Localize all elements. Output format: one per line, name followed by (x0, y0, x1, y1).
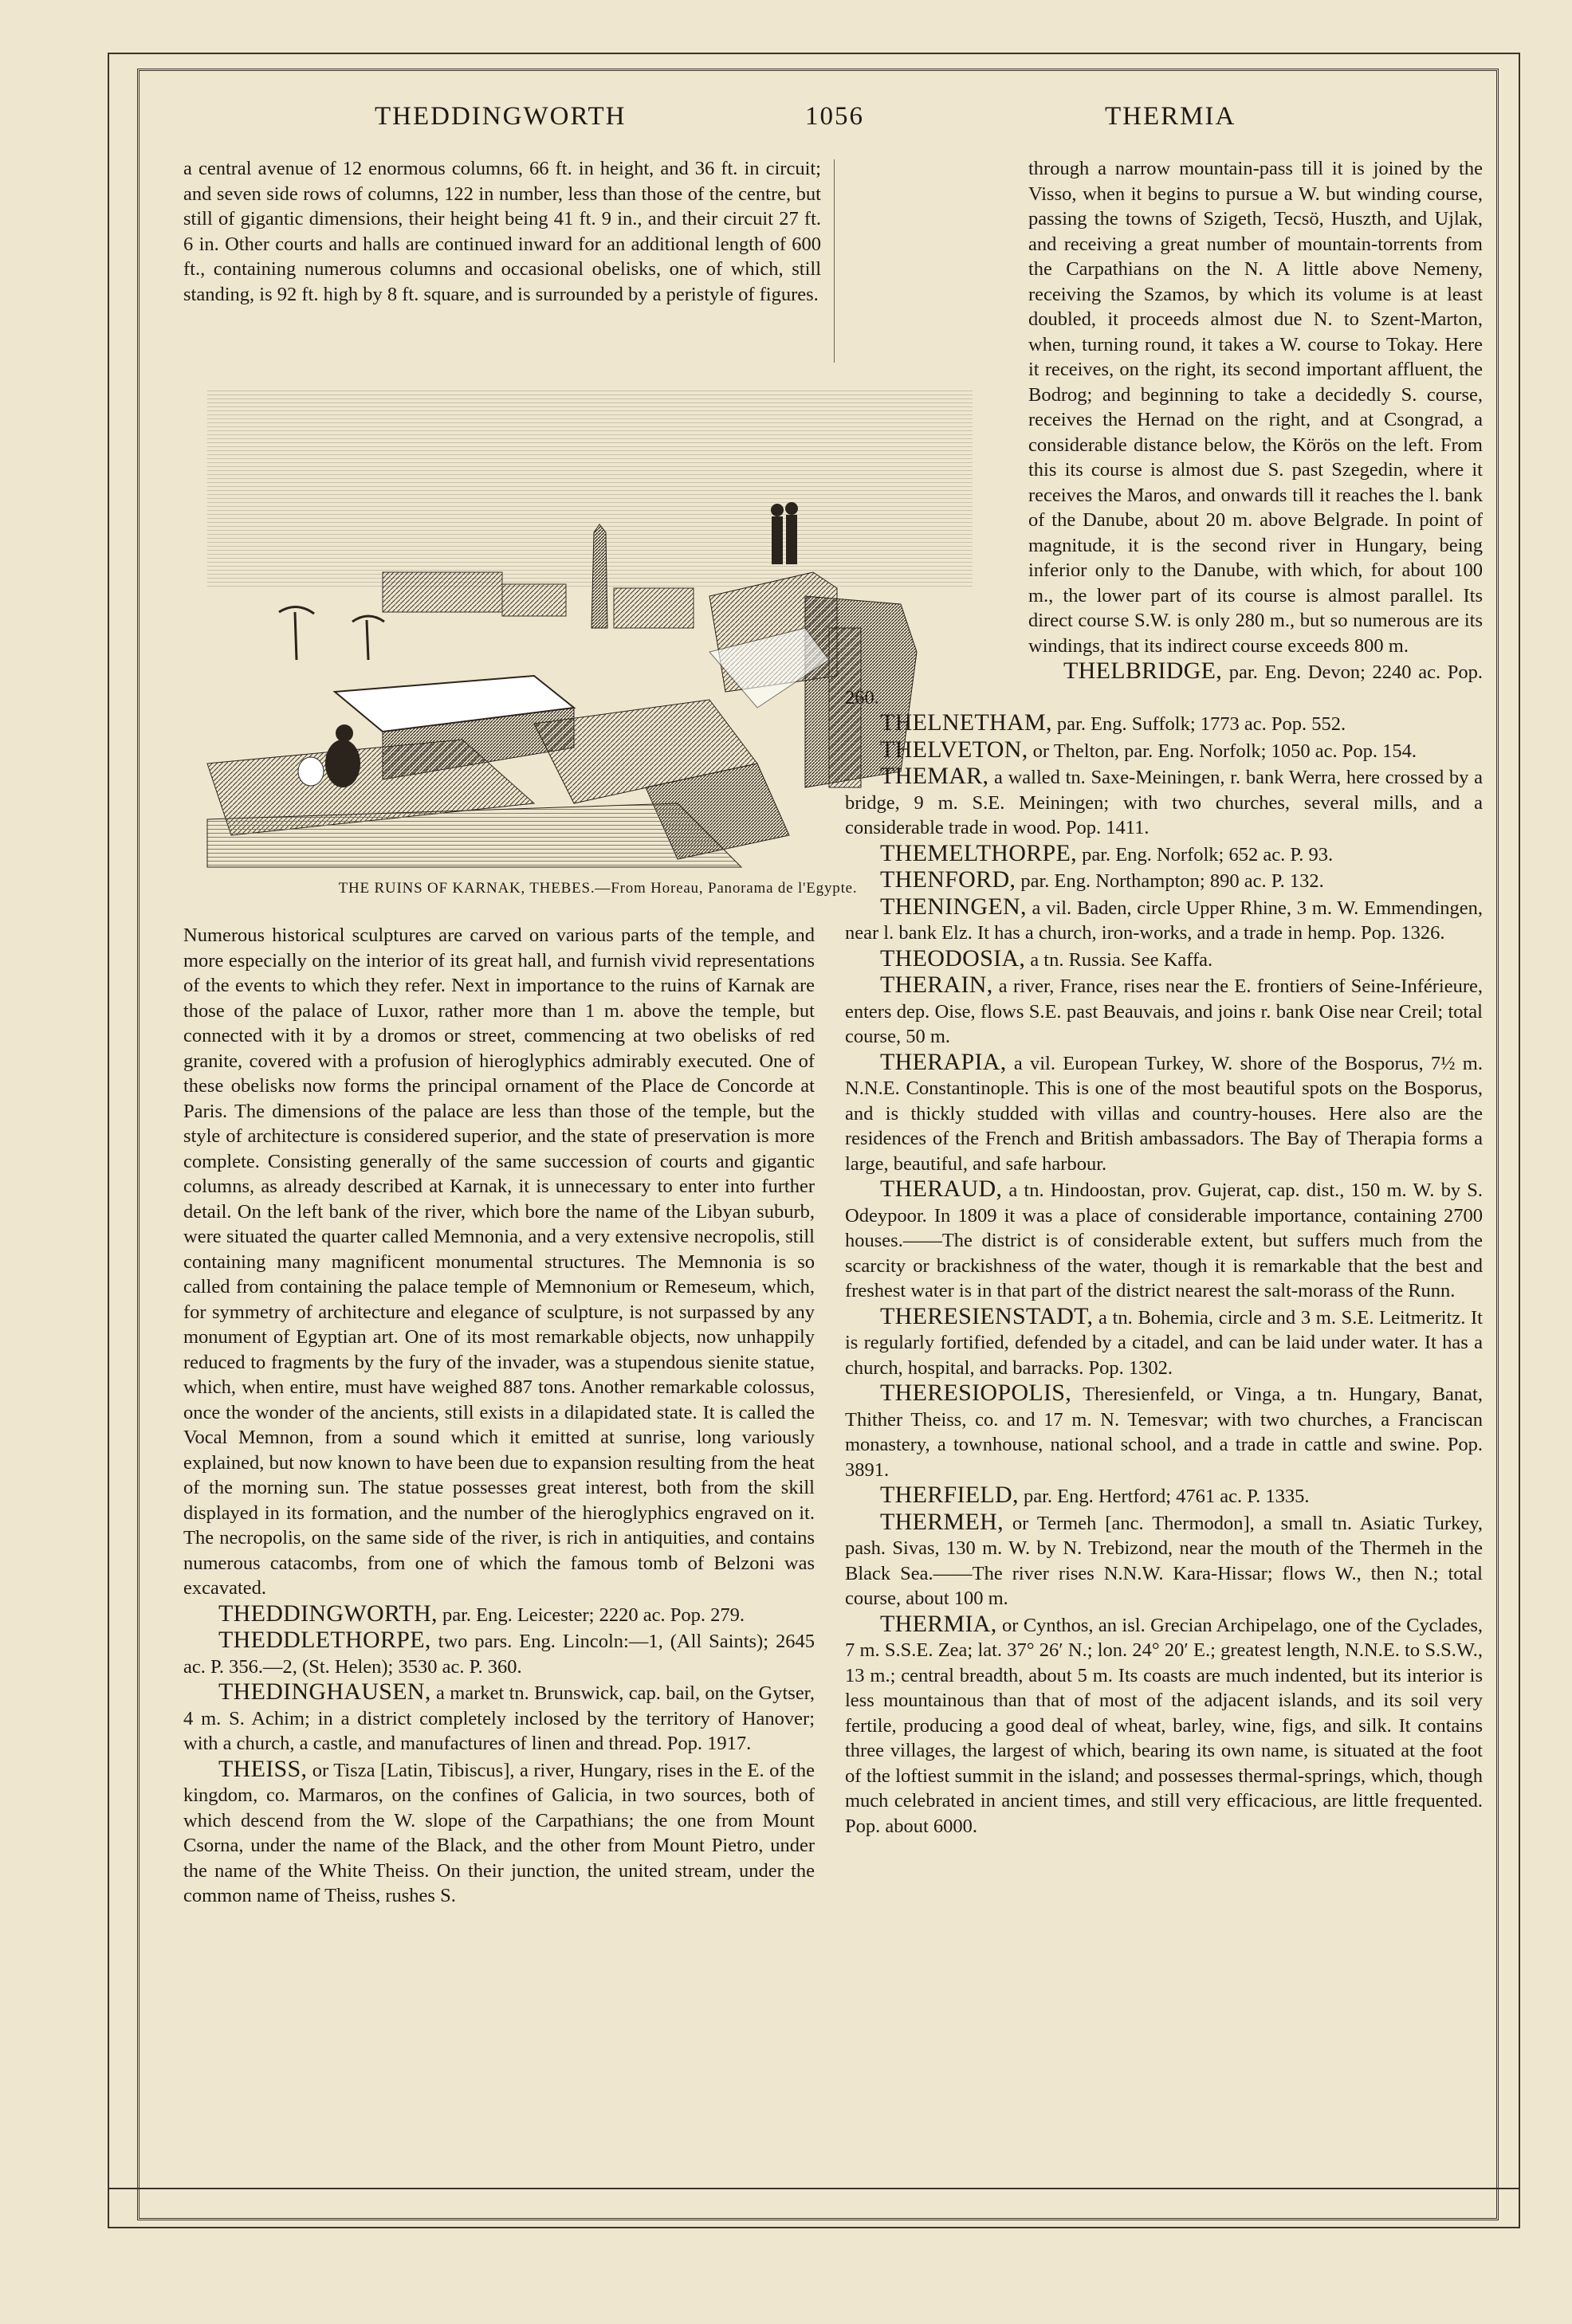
gazetteer-entry (845, 841, 1483, 868)
entry-text: par. Eng. Devon; 2240 ac. Pop. 260. (845, 661, 1483, 709)
entry-headword: THENFORD, (880, 866, 1016, 893)
entry-text: or Termeh [anc. Thermodon], a small tn. Asiatic Turkey, pash. Sivas, 130 m. W. by N. Trebizond, near the mouth of the Thermeh in the Black Sea.——The river rises N.N.W. Kara-Hissar; flows W., then N.; total course, about 100 m. (845, 1512, 1483, 1609)
entry-text: a market tn. Brunswick, cap. bail, on the Gytser, 4 m. S. Achim; in a district completely inclosed by the territory of Hanover; with a church, a castle, and manufactures of linen and thread. Pop. 1917. (183, 1682, 815, 1754)
entry-text: Theresienfeld, or Vinga, a tn. Hungary, Banat, Thither Theiss, co. and 17 m. N. Temesvar; with two churches, a Franciscan monastery, a townhouse, national school, and a trade in cattle and swine. Pop. 3891. (845, 1384, 1483, 1481)
entry-text: a river, France, rises near the E. frontiers of Seine-Inférieure, enters dep. Oise, flows S.E. past Beauvais, and joins r. bank Oise near Creil; total course, 50 m. (845, 976, 1483, 1047)
karnak-continuation-text: a central avenue of 12 enormous columns, 66 ft. in height, and 36 ft. in circuit; and seven side rows of columns, 122 in number, less than those of the centre, but still of gigantic dimensions, their height being 41 ft. 9 in., and their circuit 27 ft. 6 in. Other courts and halls are continued inward for an additional length of 600 ft., containing numerous columns and occasional obelisks, one of which, still standing, is 92 ft. high by 8 ft. square, and is surrounded by a peristyle of figures. (183, 158, 821, 305)
gazetteer-entry (845, 894, 1483, 946)
entry-headword: THEDDLETHORPE, (218, 1627, 431, 1653)
gazetteer-entry (183, 1757, 815, 1909)
entry-headword: THERAPIA, (880, 1048, 1007, 1075)
gazetteer-entry (845, 764, 1483, 841)
left-column-bottom (183, 923, 815, 1909)
entry-text: a tn. Hindoostan, prov. Gujerat, cap. dist., 150 m. W. by S. Odeypoor. In 1809 it was a place of considerable importance, containing 2700 houses.——The district is of considerable extent, but suffers much from the scarcity or brackishness of the water, though it is remarkable that the best and freshest water is in that part of the district nearest the salt-morass of the Runn. (845, 1180, 1483, 1301)
gazetteer-entry (183, 1601, 815, 1628)
entry-headword: THEISS, (218, 1755, 308, 1782)
header-left-title: THEDDINGWORTH (375, 102, 627, 131)
entry-headword: THEODOSIA, (880, 944, 1026, 972)
running-header (151, 102, 1491, 142)
entry-text: a walled tn. Saxe-Meiningen, r. bank Werra, here crossed by a bridge, 9 m. S.E. Meiningen; with two churches, several mills, and a considerable trade in wood. Pop. 1411. (845, 767, 1483, 838)
entry-text: or Cynthos, an isl. Grecian Archipelago, one of the Cyclades, 7 m. S.S.E. Zea; lat. 37° 26′ N.; lon. 24° 20′ E.; greatest length, N.N.E. to S.S.W., 13 m.; central breadth, about 5 m. Its coasts are much indented, but its interior is less mountainous than that of most of the adjacent islands, and its soil very fertile, producing a good deal of wheat, barley, wine, figs, and silk. It contains three villages, the largest of which, bearing its own name, is situated at the foot of the loftiest summit in the island; and possesses thermal-springs, which, though much celebrated in ancient times, and still very efficacious, are little frequented. Pop. about 6000. (845, 1614, 1483, 1837)
gazetteer-entry (845, 737, 1483, 764)
entry-headword: THEMELTHORPE, (880, 839, 1077, 866)
bottom-rule (108, 2188, 1520, 2189)
entry-headword: THELVETON, (880, 736, 1028, 763)
gazetteer-entry (845, 1509, 1483, 1611)
entry-text: par. Eng. Leicester; 2220 ac. Pop. 279. (437, 1604, 745, 1626)
entry-headword: THELBRIDGE, (1063, 658, 1223, 684)
entry-headword: THELNETHAM, (880, 709, 1052, 736)
figure-wrap-spacer (845, 156, 1028, 666)
entry-text: a tn. Russia. See Kaffa. (1025, 948, 1213, 971)
entry-headword: THERESIOPOLIS, (880, 1380, 1072, 1406)
entry-text: par. Eng. Northampton; 890 ac. P. 132. (1016, 870, 1324, 892)
gazetteer-entry (845, 1380, 1483, 1482)
left-column-top (183, 156, 821, 307)
entry-text: par. Eng. Suffolk; 1773 ac. Pop. 552. (1051, 713, 1346, 735)
entry-text: par. Eng. Norfolk; 652 ac. P. 93. (1076, 843, 1334, 866)
entry-headword: THERESIENSTADT, (880, 1302, 1094, 1329)
gazetteer-entry (845, 1611, 1483, 1839)
header-right-title: THERMIA (1105, 102, 1236, 131)
entry-text: two pars. Eng. Lincoln:—1, (All Saints); 2645 ac. P. 356.—2, (St. Helen); 3530 ac. P. 360. (183, 1631, 815, 1678)
theiss-continuation-text: through a narrow mountain-pass till it is joined by the Visso, when it begins to pursue a W. but winding course, passing the towns of Szigeth, Tecsö, Huszth, and Ujlak, and receiving a great number of mountain-torrents from the Carpathians on the N. A little above Nemeny, receiving the Szamos, by which its volume is at least doubled, it proceeds almost due N. to Szent-Marton, when, turning round, it takes a W. course to Tokay. Here it receives, on the right, its second important affluent, the Bodrog; and beginning to take a decidedly S. course, receives the Hernad on the right, and at Csongrad, a considerable distance below, the Körös on the left. From this its course is almost due S. past Szegedin, where it receives the Maros, and onwards till it reaches the l. bank of the Danube, about 20 m. above Belgrade. In point of magnitude, it is the second river in Hungary, being inferior only to the Danube, with which, for about 100 m., the lower part of its course is almost parallel. Its direct course S.W. is only 280 m., but so numerous are its windings, that its indirect course exceeds 800 m. (1028, 158, 1483, 657)
gazetteer-entry (845, 1176, 1483, 1304)
entry-text: par. Eng. Hertford; 4761 ac. P. 1335. (1018, 1486, 1310, 1507)
entry-headword: THERMEH, (880, 1508, 1004, 1535)
gazetteer-entry (183, 1679, 815, 1757)
gazetteer-entry (845, 1050, 1483, 1177)
caption-title: THE RUINS OF KARNAK, THEBES. (338, 880, 595, 897)
entry-headword: THERAIN, (880, 972, 993, 998)
gazetteer-entry (183, 1627, 815, 1679)
gazetteer-entry (845, 1482, 1483, 1509)
entry-text: or Tisza [Latin, Tibiscus], a river, Hungary, rises in the E. of the kingdom, co. Marmaros, on the confines of Galicia, in two sources, both of which descend from the W. slope of the Carpathians; the one from Mount Csorna, under the name of the Black, and the other from Mount Pietro, under the name of the White Theiss. On their junction, the united stream, under the common name of Theiss, rushes S. (183, 1759, 815, 1906)
gazetteer-entry (845, 946, 1483, 973)
entry-headword: THENINGEN, (880, 893, 1027, 920)
thebes-continuation-text: Numerous historical sculptures are carved on various parts of the temple, and more especially on the interior of its great hall, and furnish vivid representations of the events to which they refer. Next in importance to the ruins of Karnak are those of the palace of Luxor, rather more than 1 m. above the temple, but connected with it by a dromos or street, commencing at two obelisks of red granite, covered with a profusion of hieroglyphics admirably executed. One of these obelisks now forms the principal ornament of the Place de Concorde at Paris. The dimensions of the palace are less than those of the temple, but the style of architecture is considered superior, and the state of preservation is more complete. Consisting generally of the same succession of courts and gigantic columns, as already described at Karnak, it is unnecessary to enter into further detail. On the left bank of the river, which bore the name of the Libyan suburb, were situated the quarter called Memnonia, and a very extensive necropolis, still containing many magnificent monumental structures. The Memnonia is so called from containing the palace temple of Memnonium or Remeseum, which, for symmetry of architecture and elegance of sculpture, is not surpassed by any monument of Egyptian art. One of its most remarkable objects, now unhappily reduced to fragments by the fury of the invader, was a stupendous sienite statue, which, when entire, must have weighed 887 tons. Another remarkable colossus, once the wonder of the ancients, still exists in a dilapidated state. It is called the Vocal Memnon, from a sound which it emitted at sunrise, long variously explained, but now known to have been due to expansion resulting from the heat of the morning sun. The statue possesses great interest, both from the skill displayed in its formation, and the number of the hieroglyphics engraved on it. The necropolis, on the same side of the river, is rich in antiquities, and contains numerous catacombs, from one of which the famous tomb of Belzoni was excavated. (183, 924, 815, 1599)
entry-text: a vil. European Turkey, W. shore of the Bosporus, 7½ m. N.N.E. Constantinople. This is one of the most beautiful spots on the Bosporus, and is thickly studded with villas and country-houses. Here also are the residences of the French and British ambassadors. The Bay of Therapia forms a large, beautiful, and safe harbour. (845, 1052, 1483, 1175)
entry-headword: THEDDINGWORTH, (218, 1600, 438, 1627)
entry-headword: THEDINGHAUSEN, (218, 1678, 431, 1705)
entry-headword: THERAUD, (880, 1176, 1003, 1202)
right-column (845, 156, 1483, 1839)
page-number: 1056 (805, 102, 864, 131)
entry-headword: THERMIA, (880, 1610, 997, 1637)
gazetteer-entry (845, 710, 1483, 737)
entry-headword: THERFIELD, (880, 1482, 1019, 1508)
entry-text: a vil. Baden, circle Upper Rhine, 3 m. W. Emmendingen, near l. bank Elz. It has a church, iron-works, and a trade in hemp. Pop. 1326. (845, 897, 1483, 944)
caption-source: —From Horeau, Panorama de l'Egypte. (595, 880, 858, 897)
gazetteer-entry (845, 867, 1483, 894)
entry-text: or Thelton, par. Eng. Norfolk; 1050 ac. Pop. 154. (1028, 740, 1417, 762)
entry-text: a tn. Bohemia, circle and 3 m. S.E. Leitmeritz. It is regularly fortified, defended by a citadel, and can be laid under water. It has a church, hospital, and barracks. Pop. 1302. (845, 1306, 1483, 1379)
gazetteer-entry (845, 1304, 1483, 1381)
column-divider (834, 159, 835, 363)
entry-headword: THEMAR, (880, 763, 989, 789)
gazetteer-entry (845, 972, 1483, 1050)
